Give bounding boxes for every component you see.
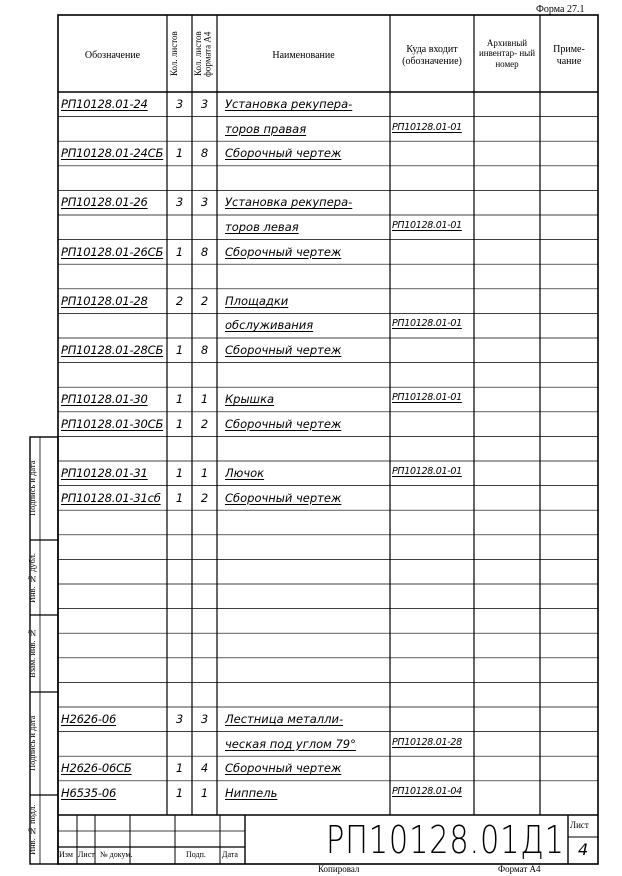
sheet-number: 4 bbox=[578, 840, 589, 859]
cell-name: Сборочный чертеж bbox=[225, 761, 342, 776]
cell-name: Сборочный чертеж bbox=[225, 146, 342, 161]
cell-where-used: РП10128.01-01 bbox=[392, 466, 462, 477]
cell-designation: Н2626-06 bbox=[61, 712, 117, 726]
cell-a4: 1 bbox=[200, 392, 209, 407]
cell-name: Лестница металли- bbox=[225, 712, 344, 726]
side-label-dup-inv: Инв. № дубл. bbox=[27, 552, 37, 603]
cell-designation: РП10128.01-31 bbox=[61, 466, 148, 480]
tb-col-list: Лист bbox=[78, 850, 95, 859]
cell-a4: 1 bbox=[200, 785, 209, 800]
cell-sheets: 1 bbox=[175, 785, 184, 800]
header-name: Наименование bbox=[272, 50, 335, 61]
cell-designation: РП10128.01-26СБ bbox=[61, 244, 164, 259]
header-archive-no: Архивный инвентар- ный номер bbox=[478, 38, 536, 69]
cell-name: Установка рекупера- bbox=[225, 195, 353, 210]
header-designation: Обозначение bbox=[84, 50, 141, 61]
footer-format: Формат А4 bbox=[498, 864, 541, 874]
cell-where-used: РП10128.01-04 bbox=[392, 785, 462, 797]
header-where-used: Куда входит (обозначение) bbox=[402, 44, 462, 67]
cell-name: Сборочный чертеж bbox=[225, 343, 342, 357]
cell-name: Сборочный чертеж bbox=[225, 244, 342, 259]
cell-designation: РП10128.01-24СБ bbox=[61, 146, 164, 161]
cell-a4: 4 bbox=[200, 761, 209, 776]
cell-name: торов правая bbox=[225, 121, 307, 136]
cell-sheets: 1 bbox=[175, 761, 184, 776]
cell-a4: 2 bbox=[200, 416, 209, 431]
tb-col-sign: Подп. bbox=[186, 850, 206, 859]
side-label-signature-2: Подпись и дата bbox=[27, 715, 37, 772]
tb-col-izm: Изм bbox=[59, 850, 73, 859]
cell-designation: РП10128.01-24 bbox=[61, 97, 148, 111]
cell-sheets: 1 bbox=[175, 466, 184, 480]
header-a4-count: Кол. листов формата А4 bbox=[193, 31, 213, 77]
cell-sheets: 1 bbox=[175, 392, 184, 407]
cell-a4: 8 bbox=[200, 343, 209, 357]
cell-a4: 3 bbox=[200, 712, 209, 726]
doc-code: РП10128.01Д1 bbox=[326, 818, 565, 862]
cell-designation: РП10128.01-30 bbox=[61, 392, 148, 407]
cell-designation: РП10128.01-28 bbox=[61, 293, 148, 308]
cell-sheets: 1 bbox=[175, 490, 184, 505]
cell-designation: РП10128.01-26 bbox=[61, 195, 148, 210]
cell-a4: 8 bbox=[200, 146, 209, 161]
cell-sheets: 1 bbox=[175, 244, 184, 259]
cell-a4: 8 bbox=[200, 244, 209, 259]
cell-sheets: 3 bbox=[175, 195, 184, 210]
cell-name: торов левая bbox=[225, 220, 299, 234]
sheet-label: Лист bbox=[570, 820, 589, 830]
header-sheets-count: Кол. листов bbox=[169, 31, 179, 77]
cell-name: Сборочный чертеж bbox=[225, 416, 342, 431]
cell-a4: 2 bbox=[200, 293, 209, 308]
cell-where-used: РП10128.01-01 bbox=[392, 392, 462, 404]
cell-where-used: РП10128.01-01 bbox=[392, 220, 462, 231]
header-note: Приме- чание bbox=[553, 44, 585, 67]
cell-where-used: РП10128.01-01 bbox=[392, 318, 462, 330]
cell-a4: 2 bbox=[200, 490, 209, 505]
cell-designation: РП10128.01-28СБ bbox=[61, 343, 164, 357]
cell-sheets: 2 bbox=[175, 293, 184, 308]
cell-sheets: 3 bbox=[175, 712, 184, 726]
cell-designation: Н6535-06 bbox=[61, 785, 117, 800]
cell-sheets: 1 bbox=[175, 343, 184, 357]
cell-sheets: 3 bbox=[175, 97, 184, 111]
cell-name: Площадки bbox=[225, 293, 289, 308]
cell-name: Установка рекупера- bbox=[225, 97, 353, 111]
cell-a4: 3 bbox=[200, 97, 209, 111]
cell-where-used: РП10128.01-01 bbox=[392, 121, 462, 133]
cell-name: ческая под углом 79° bbox=[225, 736, 356, 751]
cell-designation: Н2626-06СБ bbox=[61, 761, 132, 776]
tb-col-doc: № докум. bbox=[100, 850, 133, 859]
cell-sheets: 1 bbox=[175, 146, 184, 161]
cell-designation: РП10128.01-31сб bbox=[61, 490, 161, 505]
footer-copied: Копировал bbox=[318, 864, 360, 874]
cell-name: Ниппель bbox=[225, 785, 278, 800]
cell-a4: 3 bbox=[200, 195, 209, 210]
side-label-replace-inv: Взам. инв. № bbox=[27, 628, 37, 679]
tb-col-date: Дата bbox=[222, 850, 238, 859]
cell-a4: 1 bbox=[200, 466, 209, 480]
cell-sheets: 1 bbox=[175, 416, 184, 431]
side-label-signature-1: Подпись и дата bbox=[27, 460, 37, 517]
cell-name: Крышка bbox=[225, 392, 275, 407]
cell-where-used: РП10128.01-28 bbox=[392, 736, 462, 748]
cell-designation: РП10128.01-30СБ bbox=[61, 416, 164, 431]
cell-name: Сборочный чертеж bbox=[225, 490, 342, 505]
cell-name: обслуживания bbox=[225, 318, 314, 333]
cell-name: Лючок bbox=[225, 466, 265, 480]
side-label-orig-inv: Инв. № подл. bbox=[27, 804, 37, 855]
form-label: Форма 27.1 bbox=[536, 4, 585, 15]
